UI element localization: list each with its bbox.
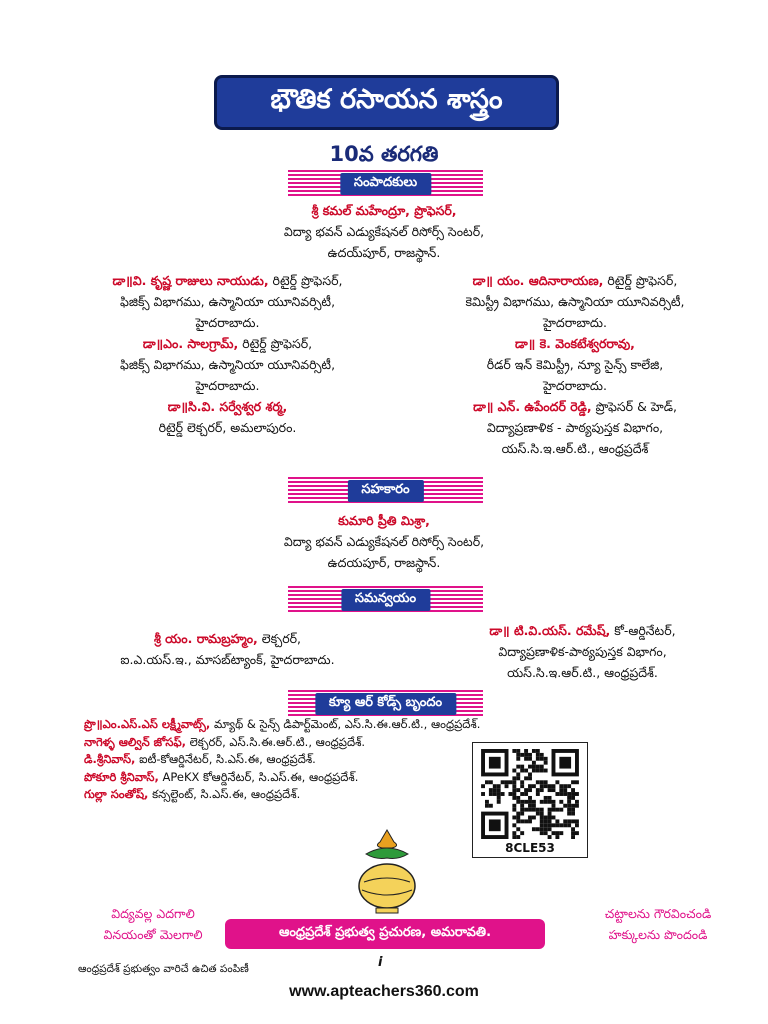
qr-code-pattern: [481, 749, 579, 839]
qr-team-heading-band: [288, 690, 483, 716]
cooperation-heading: సహకారం: [347, 480, 423, 502]
list-item: నాగెళ్ళ ఆల్విన్ జోసఫ్, లెక్చరర్, ఎస్.సి.ఈ.ఆర్.టి., ఆంధ్రప్రదేశ్.: [84, 734, 366, 749]
grade-label: 10వ తరగతి: [329, 142, 439, 166]
publisher-banner: ఆంధ్రప్రదేశ్ ప్రభుత్వ ప్రచురణ, అమరావతి.: [225, 919, 545, 949]
qr-team-list: [84, 716, 480, 804]
cooperation-entry: కుమారి ప్రీతి మిశ్రా, విద్యా భవన్ ఎడ్యుకేషనల్ రిసోర్స్ సెంటర్, ఉదయపూర్, రాజస్థాన్.: [283, 513, 485, 570]
qr-code[interactable]: [472, 742, 588, 858]
list-item: పోకూరి శ్రీనివాస్, APeKX కోఆర్డినేటర్, సి.ఎస్.ఈ, ఆంధ్రప్రదేశ్.: [84, 769, 359, 784]
coordination-heading-band: [288, 586, 483, 612]
page-number: i: [378, 955, 383, 970]
cooperation-heading-band: [288, 477, 483, 503]
qr-code-label: 8CLE53: [505, 841, 555, 855]
editor-entry: డా॥ యం. ఆదినారాయణ, రిటైర్డ్ ప్రొఫెసర్, కెమిస్ట్రీ విభాగము, ఉస్మానియా యూనివర్సిటీ, హైదరాబాదు.: [465, 273, 685, 330]
editors-left-column: [40, 270, 415, 438]
website-link[interactable]: www.apteachers360.com: [289, 983, 479, 1000]
editor-entry: డా॥ఎం. సాలగ్రామ్, రిటైర్డ్ ప్రొఫెసర్, ఫిజిక్స్ విభాగము, ఉస్మానియా యూనివర్సిటీ, హైదరాబాదు.: [119, 336, 336, 393]
editors-right-column: [390, 270, 760, 459]
editor-entry: డా॥ ఎన్. ఉపేందర్ రెడ్డి, ప్రొఫెసర్ & హెడ్, విద్యాప్రణాళిక - పాఠ్యపుస్తక విభాగం, యస్.సి.ఇ.ఆర్.టి., ఆంధ్రప్రదేశ్: [473, 399, 677, 456]
editor-entry: డా॥వి. కృష్ణ రాజులు నాయుడు, రిటైర్డ్ ప్రొఫెసర్, ఫిజిక్స్ విభాగము, ఉస్మానియా యూనివర్సిటీ, హైదరాబాదు.: [112, 273, 343, 330]
list-item: ప్రొ॥ఎం.ఎస్.ఎస్ లక్ష్మీవాట్స్, మ్యాథ్ & సైన్స్ డిపార్ట్‌మెంట్, ఎస్.సి.ఈ.ఆర్.టి., ఆంధ్రప్రదేశ్.: [84, 717, 481, 731]
editor-entry: డా॥ కె. వెంకటేశ్వరరావు, రీడర్ ఇన్ కెమిస్ట్రీ, న్యూ సైన్స్ కాలేజి, హైదరాబాదు.: [486, 336, 664, 393]
free-distribution-note: ఆంధ్రప్రదేశ్ ప్రభుత్వం వారిచే ఉచిత పంపిణీ: [78, 963, 249, 975]
list-item: గుల్లా సంతోష్, కన్సల్టెంట్, సి.ఎస్.ఈ, ఆంధ్రప్రదేశ్.: [84, 787, 301, 801]
coordination-heading: సమన్వయం: [341, 589, 430, 611]
editor-entry: డా॥సి.వి. సర్వేశ్వర శర్మ, రిటైర్డ్ లెక్చరర్, అమలాపురం.: [158, 399, 297, 435]
qr-team-heading: క్యూ ఆర్ కోడ్స్ బృందం: [315, 693, 456, 715]
right-motto: చట్టాలను గౌరవించండి హక్కులను పొందండి: [604, 906, 712, 942]
editors-heading-band: [288, 170, 483, 196]
list-item: డి.శ్రీనివాస్, ఐటీ-కోఆర్డినేటర్, సి.ఎస్.ఈ, ఆంధ్రప్రదేశ్.: [84, 752, 316, 766]
left-motto: విద్యవల్ల ఎదగాలి వినయంతో మెలగాలి: [103, 906, 203, 942]
emblem-kalasam-icon: [352, 826, 422, 916]
page-title: భౌతిక రసాయన శాస్త్రం: [214, 75, 559, 130]
editors-heading: సంపాదకులు: [340, 173, 431, 195]
editor-lead: శ్రీ కమల్ మహేంద్రూ, ప్రొఫెసర్, విద్యా భవన్ ఎడ్యుకేషనల్ రిసోర్స్ సెంటర్, ఉదయ్‌పూర్, రాజస్థాన్.: [283, 203, 485, 260]
coordination-left: శ్రీ యం. రామబ్రహ్మం, లెక్చరర్, ఐ.ఎ.యస్.ఇ., మాసబ్‌ట్యాంక్, హైదరాబాదు.: [120, 631, 335, 667]
coordination-right: డా॥ టి.వి.యస్. రమేష్, కో-ఆర్డినేటర్, విద్యాప్రణాళిక-పాఠ్యపుస్తక విభాగం, యస్.సి.ఇ.ఆర్.టి., ఆంధ్రప్రదేశ్.: [489, 623, 676, 680]
